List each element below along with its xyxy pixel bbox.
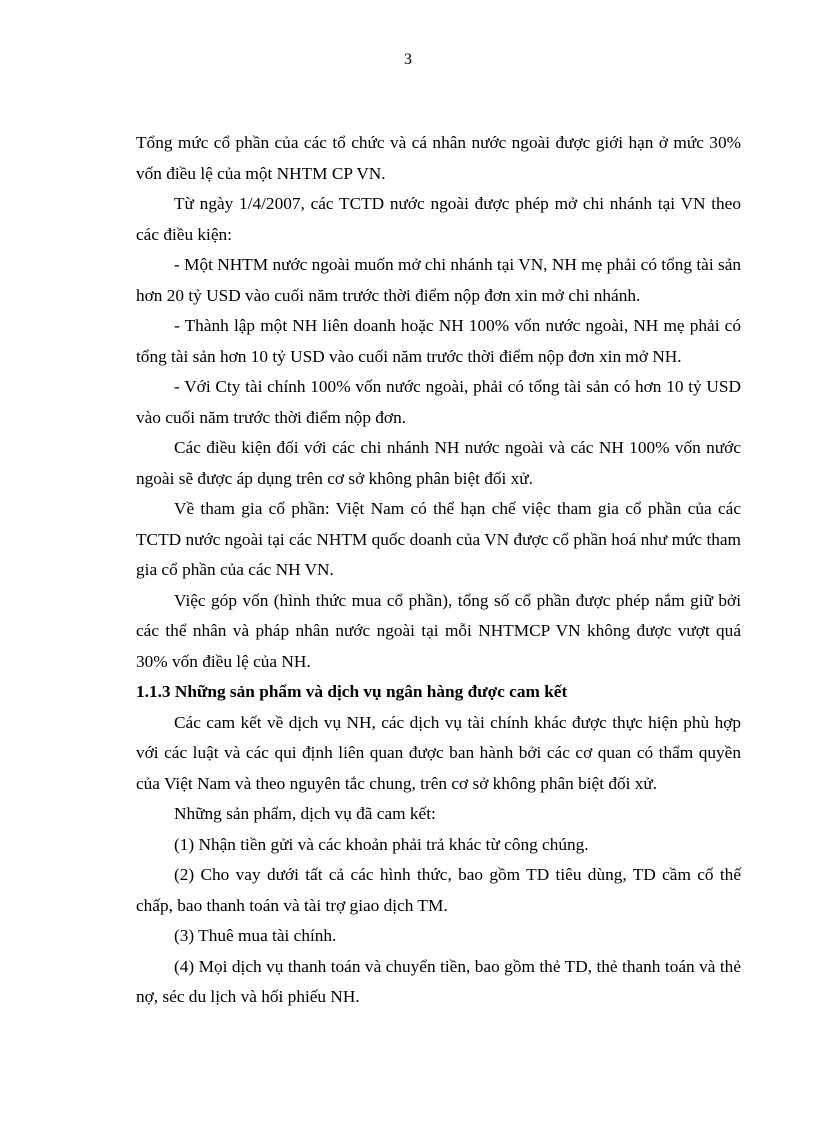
body-paragraph: Về tham gia cổ phần: Việt Nam có thể hạn chế việc tham gia cổ phần của các TCTD nước ngoài tại các NHTM quốc doanh của VN được cổ phần hoá như mức tham gia cổ phần của các NH VN. [136,499,741,579]
page-body [136,128,741,1013]
body-paragraph: Các cam kết về dịch vụ NH, các dịch vụ tài chính khác được thực hiện phù hợp với các luật và các qui định liên quan được ban hành bởi các cơ quan có thẩm quyền của Việt Nam và theo nguyên tắc chung, trên cơ sở không phân biệt đối xử. [136,712,741,793]
list-item: (2) Cho vay dưới tất cả các hình thức, bao gồm TD tiêu dùng, TD cầm cố thế chấp, bao thanh toán và tài trợ giao dịch TM. [136,865,741,915]
list-item: (3) Thuê mua tài chính. [174,926,337,945]
page-number: 3 [404,51,412,68]
body-paragraph: Các điều kiện đối với các chi nhánh NH nước ngoài và các NH 100% vốn nước ngoài sẽ được áp dụng trên cơ sở không phân biệt đối xử. [136,438,741,488]
list-paragraph: - Một NHTM nước ngoài muốn mở chi nhánh tại VN, NH mẹ phải có tổng tài sản hơn 20 tỷ USD vào cuối năm trước thời điểm nộp đơn xin mở chi nhánh. [136,255,741,305]
body-paragraph: Những sản phẩm, dịch vụ đã cam kết: [174,804,436,823]
list-item: (1) Nhận tiền gửi và các khoản phải trả khác từ công chúng. [174,834,589,854]
list-paragraph: - Thành lập một NH liên doanh hoặc NH 100% vốn nước ngoài, NH mẹ phải có tổng tài sản hơn 10 tỷ USD vào cuối năm trước thời điểm nộp đơn xin mở NH. [136,316,741,366]
body-paragraph: Từ ngày 1/4/2007, các TCTD nước ngoài được phép mở chi nhánh tại VN theo các điều kiện: [136,194,741,244]
section-heading: 1.1.3 Những sản phẩm và dịch vụ ngân hàng được cam kết [136,682,568,701]
body-paragraph: Tổng mức cổ phần của các tổ chức và cá nhân nước ngoài được giới hạn ở mức 30% vốn điều lệ của một NHTM CP VN. [136,133,741,183]
list-item: (4) Mọi dịch vụ thanh toán và chuyển tiền, bao gồm thẻ TD, thẻ thanh toán và thẻ nợ, séc du lịch và hối phiếu NH. [136,956,741,1006]
list-paragraph: - Với Cty tài chính 100% vốn nước ngoài, phải có tổng tài sản có hơn 10 tỷ USD vào cuối năm trước thời điểm nộp đơn. [136,377,741,427]
body-paragraph: Việc góp vốn (hình thức mua cổ phần), tổng số cổ phần được phép nắm giữ bởi các thể nhân và pháp nhân nước ngoài tại mỗi NHTMCP VN không được vượt quá 30% vốn điều lệ của NH. [136,590,741,671]
